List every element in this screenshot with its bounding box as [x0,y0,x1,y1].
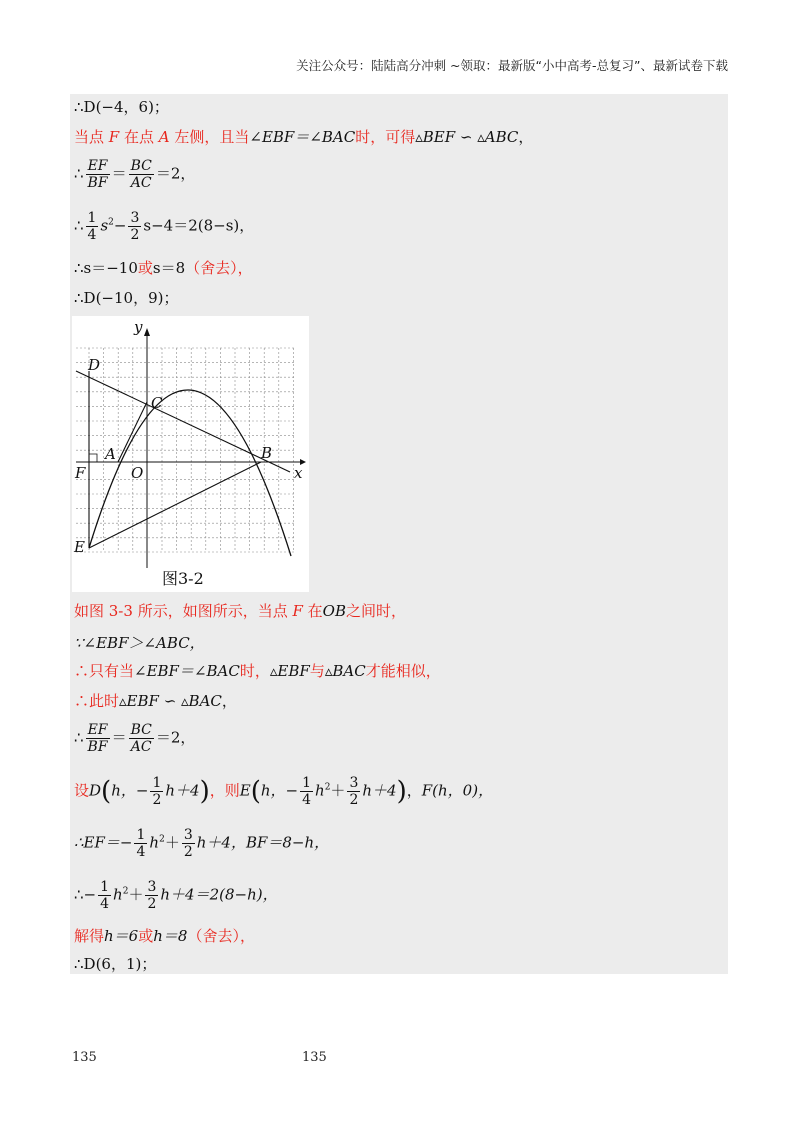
line-d-result-3: ∴D(6，1)； [74,955,157,973]
label-f: F [75,464,86,482]
line-equation-s: ∴ $\frac{1}{4}$ $s^2-$ $\frac{3}{2}$ s−4＝2(8−s)， [74,210,255,243]
label-d: D [88,356,101,374]
line-angle-compare: ∵∠EBF＞∠ABC， [74,634,205,652]
label-a: A [105,445,116,463]
line-case-left: 当点 F 在点 A 左侧，且当∠EBF＝∠BAC时，可得▵BEF ∽ ▵ABC， [74,128,534,146]
label-e: E [74,538,85,556]
line-d-result-2: ∴D(−10，9)； [74,289,179,307]
page-number-left: 135 [72,1050,97,1065]
line-ratio-1: ∴ $\frac{EF}{BF}$ ＝ $\frac{BC}{AC}$ ＝2， [74,158,196,191]
line-ratio-2: ∴ $\frac{EF}{BF}$ ＝ $\frac{BC}{AC}$ ＝2， [74,722,196,755]
line-ef-bf: ∴EF＝− $\frac{1}{4}$ $h^2+$ $\frac{3}{2}$ h＋4，BF＝8−h， [74,827,330,860]
line-solve-h: 解得h＝6或h＝8（舍去）， [74,927,255,945]
line-case-ob: 如图 3-3 所示，如图所示，当点 F 在OB之间时， [74,602,407,620]
line-solve-s: ∴s＝−10或s＝8（舍去）， [74,259,253,277]
page-header: 关注公众号：陆陆高分冲刺 ~领取：最新版“小中高考-总复习”、最新试卷下载 [296,58,728,73]
label-y: y [134,318,143,336]
figure-caption: 图3-2 [162,569,204,588]
parabola [89,390,291,556]
line-set-points: 设D(h，− $\frac{1}{2}$ h＋4)，则E(h，− $\frac{1}{4}$ $h^2+$ $\frac{3}{2}$ h＋4)，F(h，0)， [74,775,494,808]
label-o: O [131,464,144,482]
page-number-center: 135 [302,1050,327,1065]
label-b: B [261,444,273,462]
right-angle-mark [89,454,97,462]
label-c: C [151,394,163,412]
line-d-result-1: ∴D(−4，6)； [74,98,169,116]
label-x: x [294,464,303,482]
line-only-when: ∴只有当∠EBF＝∠BAC时，▵EBF与▵BAC才能相似， [74,662,441,680]
coordinate-graph [72,316,309,592]
y-axis-arrow [144,328,150,336]
line-similar: ∴此时▵EBF ∽ ▵BAC， [74,692,237,710]
line-equation-h: ∴− $\frac{1}{4}$ $h^2+$ $\frac{3}{2}$ h＋4＝2(8−h)， [74,879,278,912]
figure-3-2 [72,316,309,592]
